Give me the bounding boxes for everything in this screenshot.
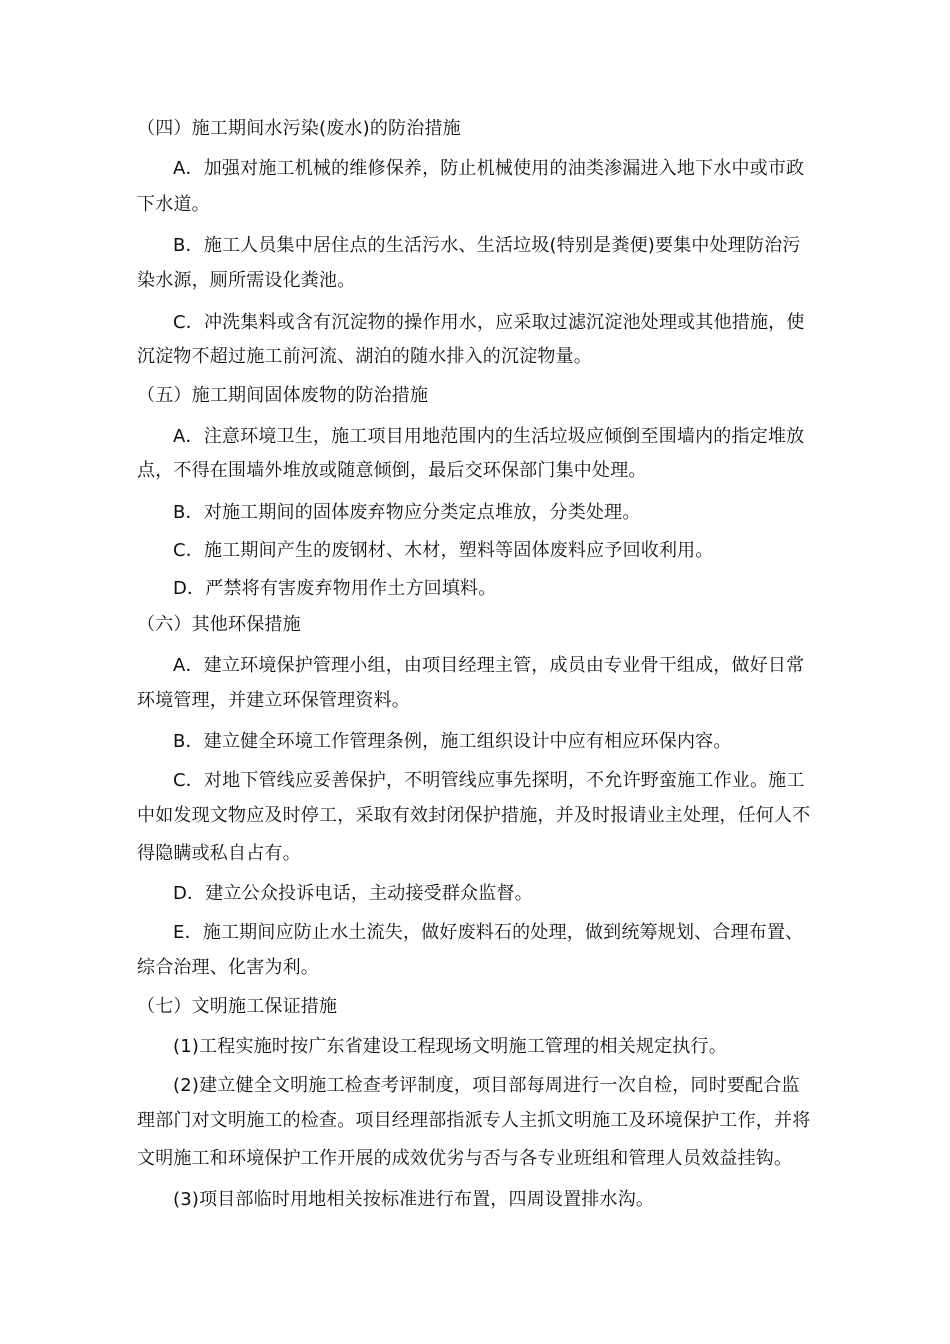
- paragraph-line: 得隐瞒或私自占有。: [137, 843, 301, 864]
- paragraph-line: 理部门对文明施工的检查。项目经理部指派专人主抓文明施工及环境保护工作，并将: [137, 1110, 811, 1131]
- paragraph-line: 沉淀物不超过施工前河流、湖泊的随水排入的沉淀物量。: [137, 346, 592, 367]
- paragraph-line: D．严禁将有害废弃物用作土方回填料。: [173, 578, 497, 599]
- paragraph-line: A．加强对施工机械的维修保养，防止机械使用的油类渗漏进入地下水中或市政: [173, 158, 805, 179]
- paragraph-line: 文明施工和环境保护工作开展的成效优劣与否与各专业班组和管理人员效益挂钩。: [137, 1148, 793, 1169]
- paragraph-line: D．建立公众投诉电话，主动接受群众监督。: [173, 883, 533, 904]
- paragraph-line: 综合治理、化害为利。: [137, 957, 319, 978]
- paragraph-line: (2)建立健全文明施工检查考评制度，项目部每周进行一次自检，同时要配合监: [173, 1075, 800, 1096]
- section-heading-5: （五）施工期间固体废物的防治措施: [137, 385, 429, 406]
- paragraph-line: B．施工人员集中居住点的生活污水、生活垃圾(特别是粪便)要集中处理防治污: [173, 235, 801, 256]
- section-heading-6: （六）其他环保措施: [137, 614, 301, 635]
- paragraph-line: 点，不得在围墙外堆放或随意倾倒，最后交环保部门集中处理。: [137, 460, 647, 481]
- paragraph-line: C．施工期间产生的废钢材、木材，塑料等固体废料应予回收利用。: [173, 540, 714, 561]
- paragraph-line: 下水道。: [137, 194, 210, 215]
- paragraph-line: A．建立环境保护管理小组，由项目经理主管，成员由专业骨干组成，做好日常: [173, 655, 805, 676]
- paragraph-line: C．冲洗集料或含有沉淀物的操作用水，应采取过滤沉淀池处理或其他措施，使: [173, 312, 805, 333]
- paragraph-line: 中如发现文物应及时停工，采取有效封闭保护措施，并及时报请业主处理，任何人不: [137, 805, 811, 826]
- section-heading-4: （四）施工期间水污染(废水)的防治措施: [137, 118, 461, 139]
- section-heading-7: （七）文明施工保证措施: [137, 996, 338, 1017]
- paragraph-line: C．对地下管线应妥善保护，不明管线应事先探明，不允许野蛮施工作业。施工: [173, 770, 805, 791]
- paragraph-line: B．建立健全环境工作管理条例，施工组织设计中应有相应环保内容。: [173, 731, 732, 752]
- paragraph-line: B．对施工期间的固体废弃物应分类定点堆放，分类处理。: [173, 502, 641, 523]
- paragraph-line: (3)项目部临时用地相关按标准进行布置，四周设置排水沟。: [173, 1189, 655, 1210]
- paragraph-line: (1)工程实施时按广东省建设工程现场文明施工管理的相关规定执行。: [173, 1036, 727, 1057]
- paragraph-line: 环境管理，并建立环保管理资料。: [137, 690, 410, 711]
- paragraph-line: E．施工期间应防止水土流失，做好废料石的处理，做到统筹规划、合理布置、: [173, 922, 804, 943]
- paragraph-line: A．注意环境卫生，施工项目用地范围内的生活垃圾应倾倒至围墙内的指定堆放: [173, 426, 805, 447]
- paragraph-line: 染水源，厕所需设化粪池。: [137, 270, 356, 291]
